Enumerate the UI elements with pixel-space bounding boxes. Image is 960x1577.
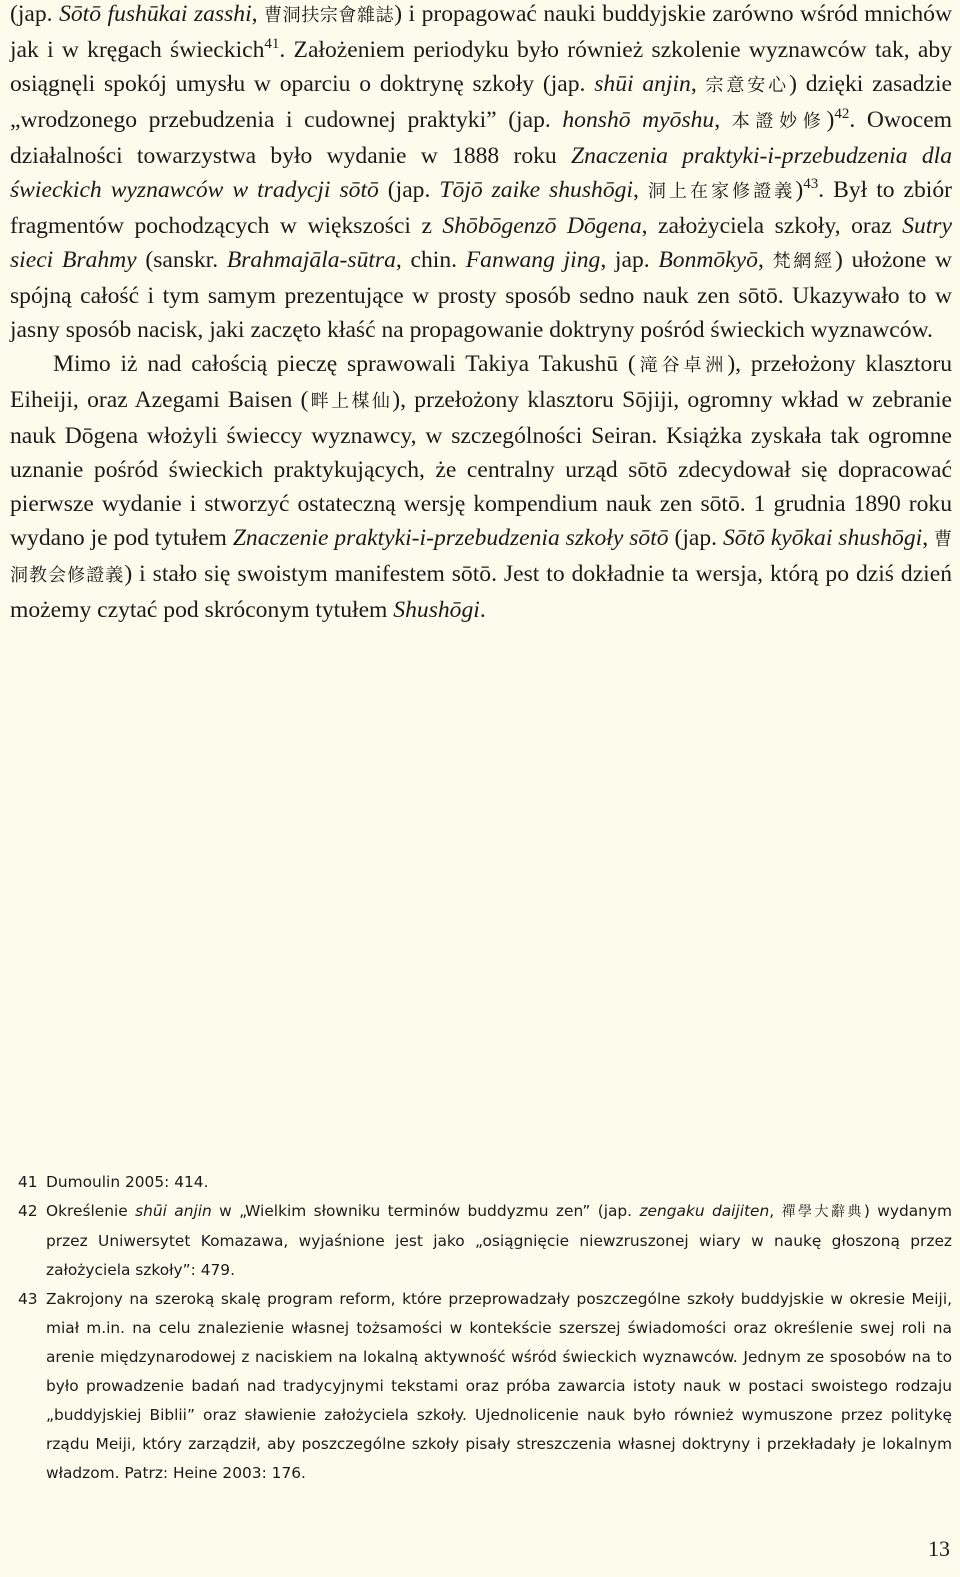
text-span: ), przełożony klasztoru Eiheiji, oraz Azegami Baisen ( bbox=[10, 351, 952, 413]
text-span: , jap. bbox=[600, 247, 659, 273]
footnote-text bbox=[46, 1285, 952, 1488]
footnote-number: 41 bbox=[18, 1173, 38, 1191]
text-span: , chin. bbox=[395, 247, 466, 273]
kanji-text: 禪學大辭典 bbox=[781, 1204, 864, 1220]
kanji-text: 宗意安心 bbox=[705, 75, 790, 96]
footnote-text bbox=[46, 1168, 952, 1197]
title-soto-kyokai-shushogi: Sōtō kyōkai shushōgi bbox=[722, 525, 923, 551]
text-span: ) bbox=[795, 177, 804, 203]
footnote-42 bbox=[18, 1197, 952, 1285]
text-span: , bbox=[251, 1, 265, 27]
main-text bbox=[10, 0, 952, 627]
kanji-text: 本證妙修 bbox=[731, 111, 827, 132]
title-shushogi: Shushōgi bbox=[393, 597, 480, 623]
title-shobogenzo: Shōbōgenzō Dōgena bbox=[442, 213, 642, 239]
paragraph-1 bbox=[10, 0, 952, 347]
text-span: , bbox=[757, 247, 773, 273]
title-znaczenia-praktyki: Znaczenia praktyki-i-przebudzenia dla świeckich wyznawców w tradycji sōtō bbox=[10, 143, 952, 203]
text-span: ) wydanym przez Uniwersytet Komazawa, wyjaśnione jest jako „osiągnięcie niewzruszonej wiary w naukę głoszoną przez założyciela szkoły”: 479. bbox=[46, 1202, 953, 1279]
title-fanwang-jing: Fanwang jing bbox=[465, 247, 601, 273]
kanji-text: 梵網經 bbox=[772, 251, 835, 272]
text-span: (jap. bbox=[378, 177, 440, 203]
title-tojo-zaike-shushogi: Tōjō zaike shushōgi bbox=[439, 177, 633, 203]
text-span: (jap. bbox=[10, 1, 60, 27]
text-span: , założyciela szkoły, oraz bbox=[641, 213, 903, 239]
footnote-ref-41[interactable]: 41 bbox=[264, 36, 280, 52]
text-span: . Owocem działalności towarzystwa było wydanie w 1888 roku bbox=[10, 107, 953, 169]
text-span: . Był to zbiór fragmentów pochodzących w większości z bbox=[10, 177, 952, 239]
footnote-number: 42 bbox=[18, 1202, 38, 1220]
footnote-41 bbox=[18, 1168, 952, 1197]
text-span: ) bbox=[826, 107, 835, 133]
title-sotofushukai-zasshi: Sōtō fushūkai zasshi bbox=[59, 1, 252, 27]
title-bonmokyo: Bonmōkyō bbox=[658, 247, 758, 273]
text-span: ), przełożony klasztoru Sōjiji, ogromny wkład w zebranie nauk Dōgena włożyli świeccy wyznawcy, w szczególności Seiran. Książka zyskała tak ogromne uznanie pośród świeckich praktykujących, że centralny urząd sōtō zdecydował się dopracować pierwsze wydanie i stworzyć ostateczną wersję kompendium nauk zen sōtō. 1 grudnia 1890 roku wydano je pod tytułem bbox=[10, 387, 953, 551]
text-span: Określenie bbox=[46, 1202, 136, 1220]
footnotes bbox=[18, 1168, 952, 1488]
text-span: . Założeniem periodyku było również szkolenie wyznawców tak, aby osiągnęli spokój umysłu w oparciu o doktrynę szkoły (jap. bbox=[10, 37, 952, 97]
kanji-text: 曹洞教会修證義 bbox=[10, 529, 952, 586]
kanji-text: 滝谷卓洲 bbox=[635, 355, 728, 376]
text-span: (sanskr. bbox=[136, 247, 227, 273]
title-brahmajala-sutra: Brahmajāla-sūtra bbox=[226, 247, 396, 273]
text-span: , bbox=[632, 177, 648, 203]
footnote-ref-42[interactable]: 42 bbox=[834, 106, 850, 122]
kanji-text: 洞上在家修證義 bbox=[647, 181, 796, 202]
text-span: (jap. bbox=[668, 525, 723, 551]
text-span: . bbox=[479, 597, 486, 623]
text-span: Mimo iż nad całością pieczę sprawowali Takiya Takushū ( bbox=[53, 351, 636, 377]
title-zengaku-daijiten: zengaku daijiten bbox=[639, 1202, 770, 1220]
footnote-ref-43[interactable]: 43 bbox=[803, 176, 819, 192]
text-span: ) dzięki zasadzie „wrodzonego przebudzenia i cudownej praktyki” (jap. bbox=[10, 71, 953, 133]
text-span: w „Wielkim słowniku terminów buddyzmu zen” (jap. bbox=[211, 1202, 640, 1220]
footnote-number: 43 bbox=[18, 1290, 38, 1308]
title-sutry-sieci-brahmy: Sutry sieci Brahmy bbox=[10, 213, 952, 273]
footnote-43 bbox=[18, 1285, 952, 1488]
kanji-text: 畔上楳仙 bbox=[308, 391, 393, 412]
text-span: , bbox=[922, 525, 934, 551]
title-znaczenie-praktyki: Znaczenie praktyki-i-przebudzenia szkoły sōtō bbox=[232, 525, 669, 551]
term-shui-anjin: shūi anjin bbox=[135, 1202, 212, 1220]
term-shui-anjin: shūi anjin bbox=[594, 71, 691, 97]
text-span: Dumoulin 2005: 414. bbox=[46, 1173, 209, 1191]
text-span: ) i stało się swoistym manifestem sōtō. Jest to dokładnie ta wersja, którą po dziś dzień możemy czytać pod skróconym tytułem bbox=[10, 561, 952, 623]
text-span: Zakrojony na szeroką skalę program reform, które przeprowadzały poszczególne szkoły buddyjskie w okresie Meiji, miał m.in. na celu znalezienie własnej tożsamości w kontekście szerszej świadomości oraz określenie swej roli na arenie międzynarodowej z naciskiem na lokalną aktywność wśród świeckich wyznawców. Jednym ze sposobów na to było prowadzenie badań nad tradycyjnymi tekstami oraz próba zawarcia istoty nauk w postaci swoistego rodzaju „buddyjskiej Biblii” oraz sławienie założyciela szkoły. Ujednolicenie nauk było również wymuszone przez politykę rządu Meiji, który zarządził, aby poszczególne szkoły pisały streszczenia własnej doktryny i przekładały je lokalnym władzom. Patrz: Heine 2003: 176. bbox=[46, 1290, 952, 1482]
text-span: , bbox=[769, 1202, 782, 1220]
footnote-text bbox=[46, 1197, 952, 1285]
kanji-text: 曹洞扶宗會雜誌 bbox=[264, 5, 395, 26]
paragraph-2 bbox=[10, 347, 952, 627]
text-span: , bbox=[714, 107, 732, 133]
text-span: ) ułożone w spójną całość i tym samym prezentujące w prosty sposób sedno nauk zen sōtō. Ukazywało to w jasny sposób nacisk, jaki zaczęto kłaść na propagowanie doktryny pośród świeckich wyznawców. bbox=[10, 247, 952, 343]
term-honsho-myoshu: honshō myōshu bbox=[562, 107, 715, 133]
text-span: ) i propagować nauki buddyjskie zarówno wśród mnichów jak i w kręgach świeckich bbox=[10, 1, 953, 63]
text-span: , bbox=[690, 71, 706, 97]
page-number: 13 bbox=[928, 1536, 950, 1561]
